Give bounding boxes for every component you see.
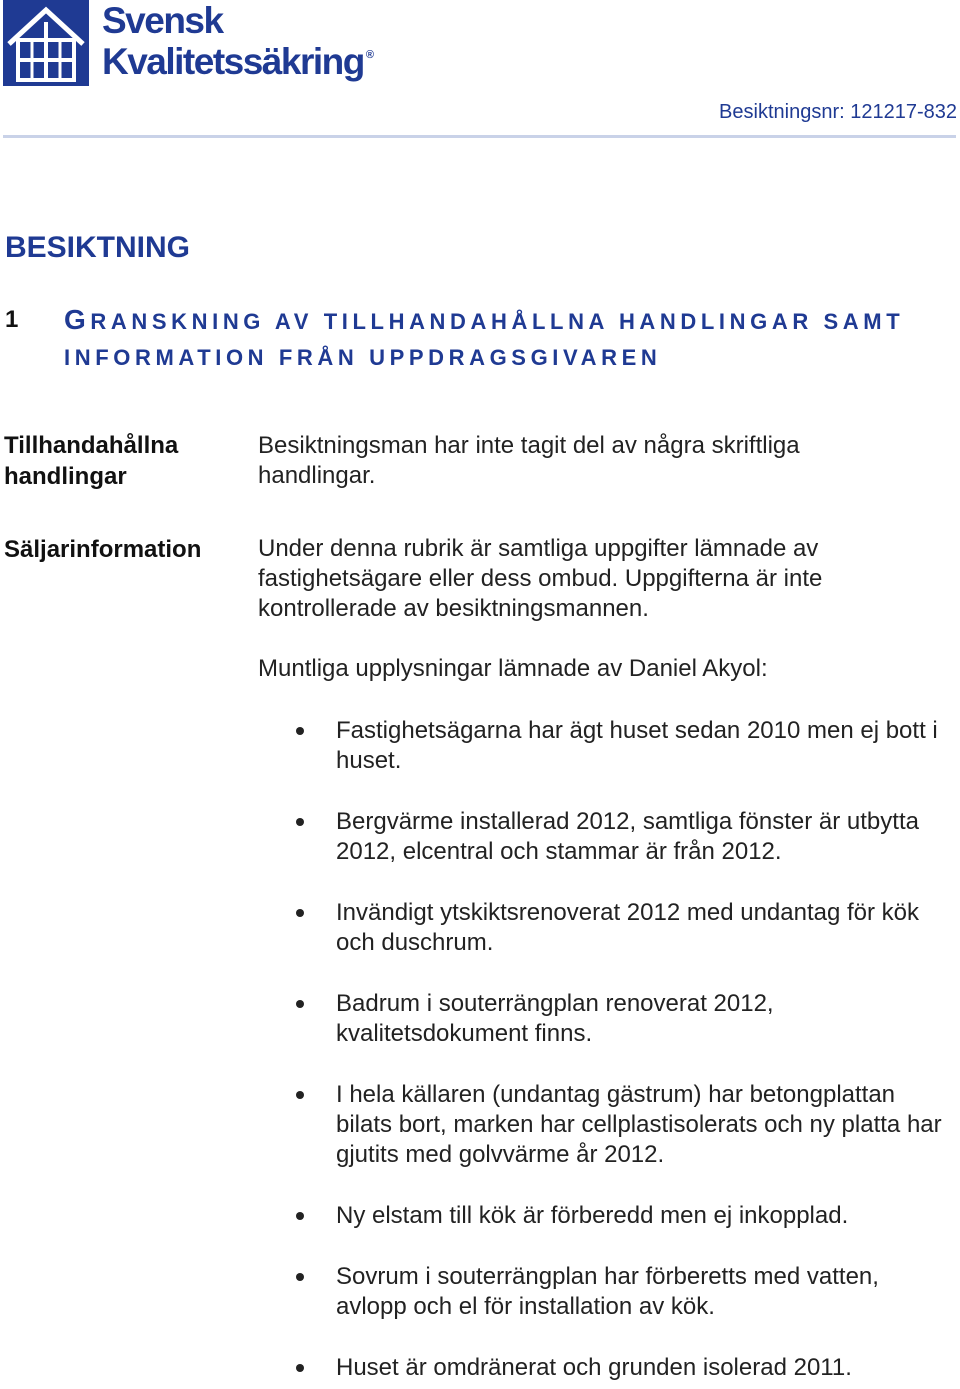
section-number: 1 — [5, 306, 19, 333]
label-seller-information: Säljarinformation — [4, 536, 202, 563]
inspection-number: Besiktningsnr: 121217-832 — [719, 101, 957, 123]
seller-information-text: Under denna rubrik är samtliga uppgifter lämnade av fastighetsägare eller dess ombud. Uppgifterna är inte kontrollerade av besiktningsmannen. — [258, 535, 823, 622]
list-item — [296, 807, 956, 867]
logo-line-2-text: Kvalitetssäkring — [102, 41, 364, 82]
list-item — [296, 989, 956, 1049]
bullet-icon — [296, 1212, 304, 1220]
bullet-icon — [296, 1273, 304, 1281]
page-header — [0, 0, 960, 140]
bullet-icon — [296, 818, 304, 826]
section-title-rest: RANSKNING AV TILLHANDAHÅLLNA HANDLINGAR SAMT INFORMATION FRÅN UPPDRAGSGIVAREN — [64, 309, 905, 370]
bullet-icon — [296, 727, 304, 735]
oral-information-intro: Muntliga upplysningar lämnade av Daniel Akyol: — [258, 655, 768, 682]
list-item-text: Ny elstam till kök är förberedd men ej inkopplad. — [336, 1202, 849, 1229]
bullet-icon — [296, 1000, 304, 1008]
list-item-text: Bergvärme installerad 2012, samtliga fönster är utbytta 2012, elcentral och stammar är från 2012. — [336, 808, 919, 865]
bullet-icon — [296, 1091, 304, 1099]
bullet-icon — [296, 1364, 304, 1372]
logo-line-2 — [102, 43, 374, 80]
oral-information-list — [296, 716, 956, 1383]
list-item — [296, 1353, 956, 1383]
header-divider — [3, 135, 956, 138]
section-title — [5, 302, 955, 376]
provided-documents-text: Besiktningsman har inte tagit del av några skriftliga handlingar. — [258, 432, 800, 489]
list-item-text: Badrum i souterrängplan renoverat 2012, kvalitetsdokument finns. — [336, 990, 774, 1047]
bullet-icon — [296, 909, 304, 917]
list-item — [296, 898, 956, 958]
brand-logo — [102, 2, 374, 80]
list-item-text: I hela källaren (undantag gästrum) har betongplattan bilats bort, marken har cellplastisolerats och ny platta har gjutits med golvvärme år 2012. — [336, 1081, 942, 1168]
logo-line-1: Svensk — [102, 0, 223, 41]
list-item-text: Fastighetsägarna har ägt huset sedan 2010 men ej bott i huset. — [336, 717, 938, 774]
house-logo-icon — [3, 0, 89, 86]
list-item-text: Huset är omdränerat och grunden isolerad 2011. — [336, 1354, 852, 1381]
list-item-text: Sovrum i souterrängplan har förberetts med vatten, avlopp och el för installation av kök. — [336, 1263, 879, 1320]
label-provided-documents: Tillhandahållna handlingar — [4, 432, 179, 490]
list-item — [296, 1080, 956, 1170]
list-item-text: Invändigt ytskiktsrenoverat 2012 med undantag för kök och duschrum. — [336, 899, 920, 956]
section-title-first-letter: G — [64, 304, 91, 335]
registered-mark: ® — [365, 49, 374, 61]
list-item — [296, 1262, 956, 1322]
document-title: BESIKTNING — [5, 231, 191, 264]
list-item — [296, 716, 956, 776]
list-item — [296, 1201, 956, 1231]
section-heading — [5, 302, 955, 376]
